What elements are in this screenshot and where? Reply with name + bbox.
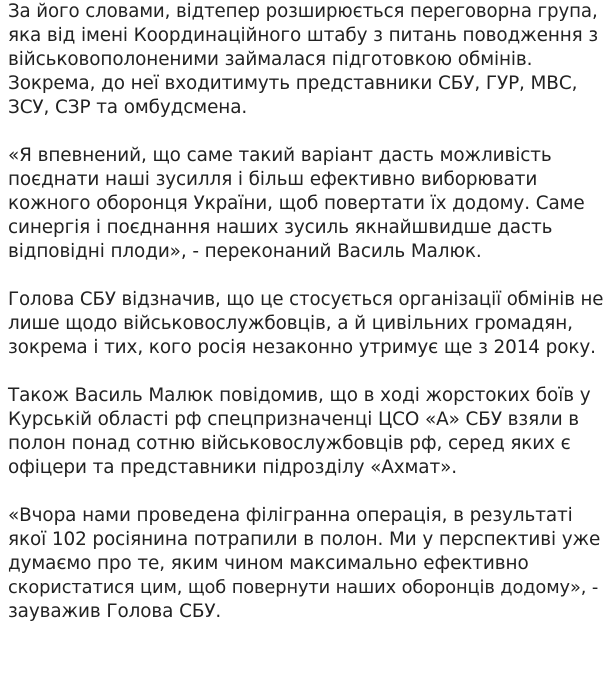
text-line: За його словами, відтепер розширюється переговорна група, xyxy=(8,1,598,22)
paragraph-kursk-captives xyxy=(8,384,603,480)
text-line: Також Василь Малюк повідомив, що в ході жорстоких боїв у xyxy=(8,385,591,406)
text-line: думаємо про те, яким чином максимально ефективно xyxy=(8,553,529,574)
text-line: офіцери та представники підрозділу «Ахмат». xyxy=(8,457,457,478)
text-line: ЗСУ, СЗР та омбудсмена. xyxy=(8,97,248,118)
text-line: яка від імені Координаційного штабу з питань поводження з xyxy=(8,25,599,46)
paragraph-negotiation-group xyxy=(8,0,603,120)
text-line: зокрема і тих, кого росія незаконно утримує ще з 2014 року. xyxy=(8,337,596,358)
text-line: відповідні плоди», - переконаний Василь Малюк. xyxy=(8,241,482,262)
text-line: поєднати наші зусилля і більш ефективно виборювати xyxy=(8,169,538,190)
paragraph-quote-synergy xyxy=(8,144,603,264)
paragraph-quote-operation xyxy=(8,504,603,624)
text-line: «Вчора нами проведена філігранна операція, в результаті xyxy=(8,505,573,526)
text-line: полон понад сотню військовослужбовців рф, серед яких є xyxy=(8,433,571,454)
text-line: зауважив Голова СБУ. xyxy=(8,601,222,622)
text-line: «Я впевнений, що саме такий варіант дасть можливість xyxy=(8,145,552,166)
text-line: скористатися цим, щоб повернути наших оборонців додому», - xyxy=(8,577,599,598)
text-line: кожного оборонця України, щоб повертати їх додому. Саме xyxy=(8,193,585,214)
text-line: синергія і поєднання наших зусиль якнайшвидше дасть xyxy=(8,217,553,238)
text-line: Голова СБУ відзначив, що це стосується організації обмінів не xyxy=(8,289,604,310)
text-line: військовополоненими займалася підготовкою обмінів. xyxy=(8,49,533,70)
text-line: якої 102 росіянина потрапили в полон. Ми у перспективі уже xyxy=(8,529,601,550)
text-line: Курській області рф спецпризначенці ЦСО «А» СБУ взяли в xyxy=(8,409,580,430)
paragraph-civilians xyxy=(8,288,603,360)
text-line: лише щодо військовослужбовців, а й цивільних громадян, xyxy=(8,313,573,334)
text-line: Зокрема, до неї входитимуть представники СБУ, ГУР, МВС, xyxy=(8,73,578,94)
